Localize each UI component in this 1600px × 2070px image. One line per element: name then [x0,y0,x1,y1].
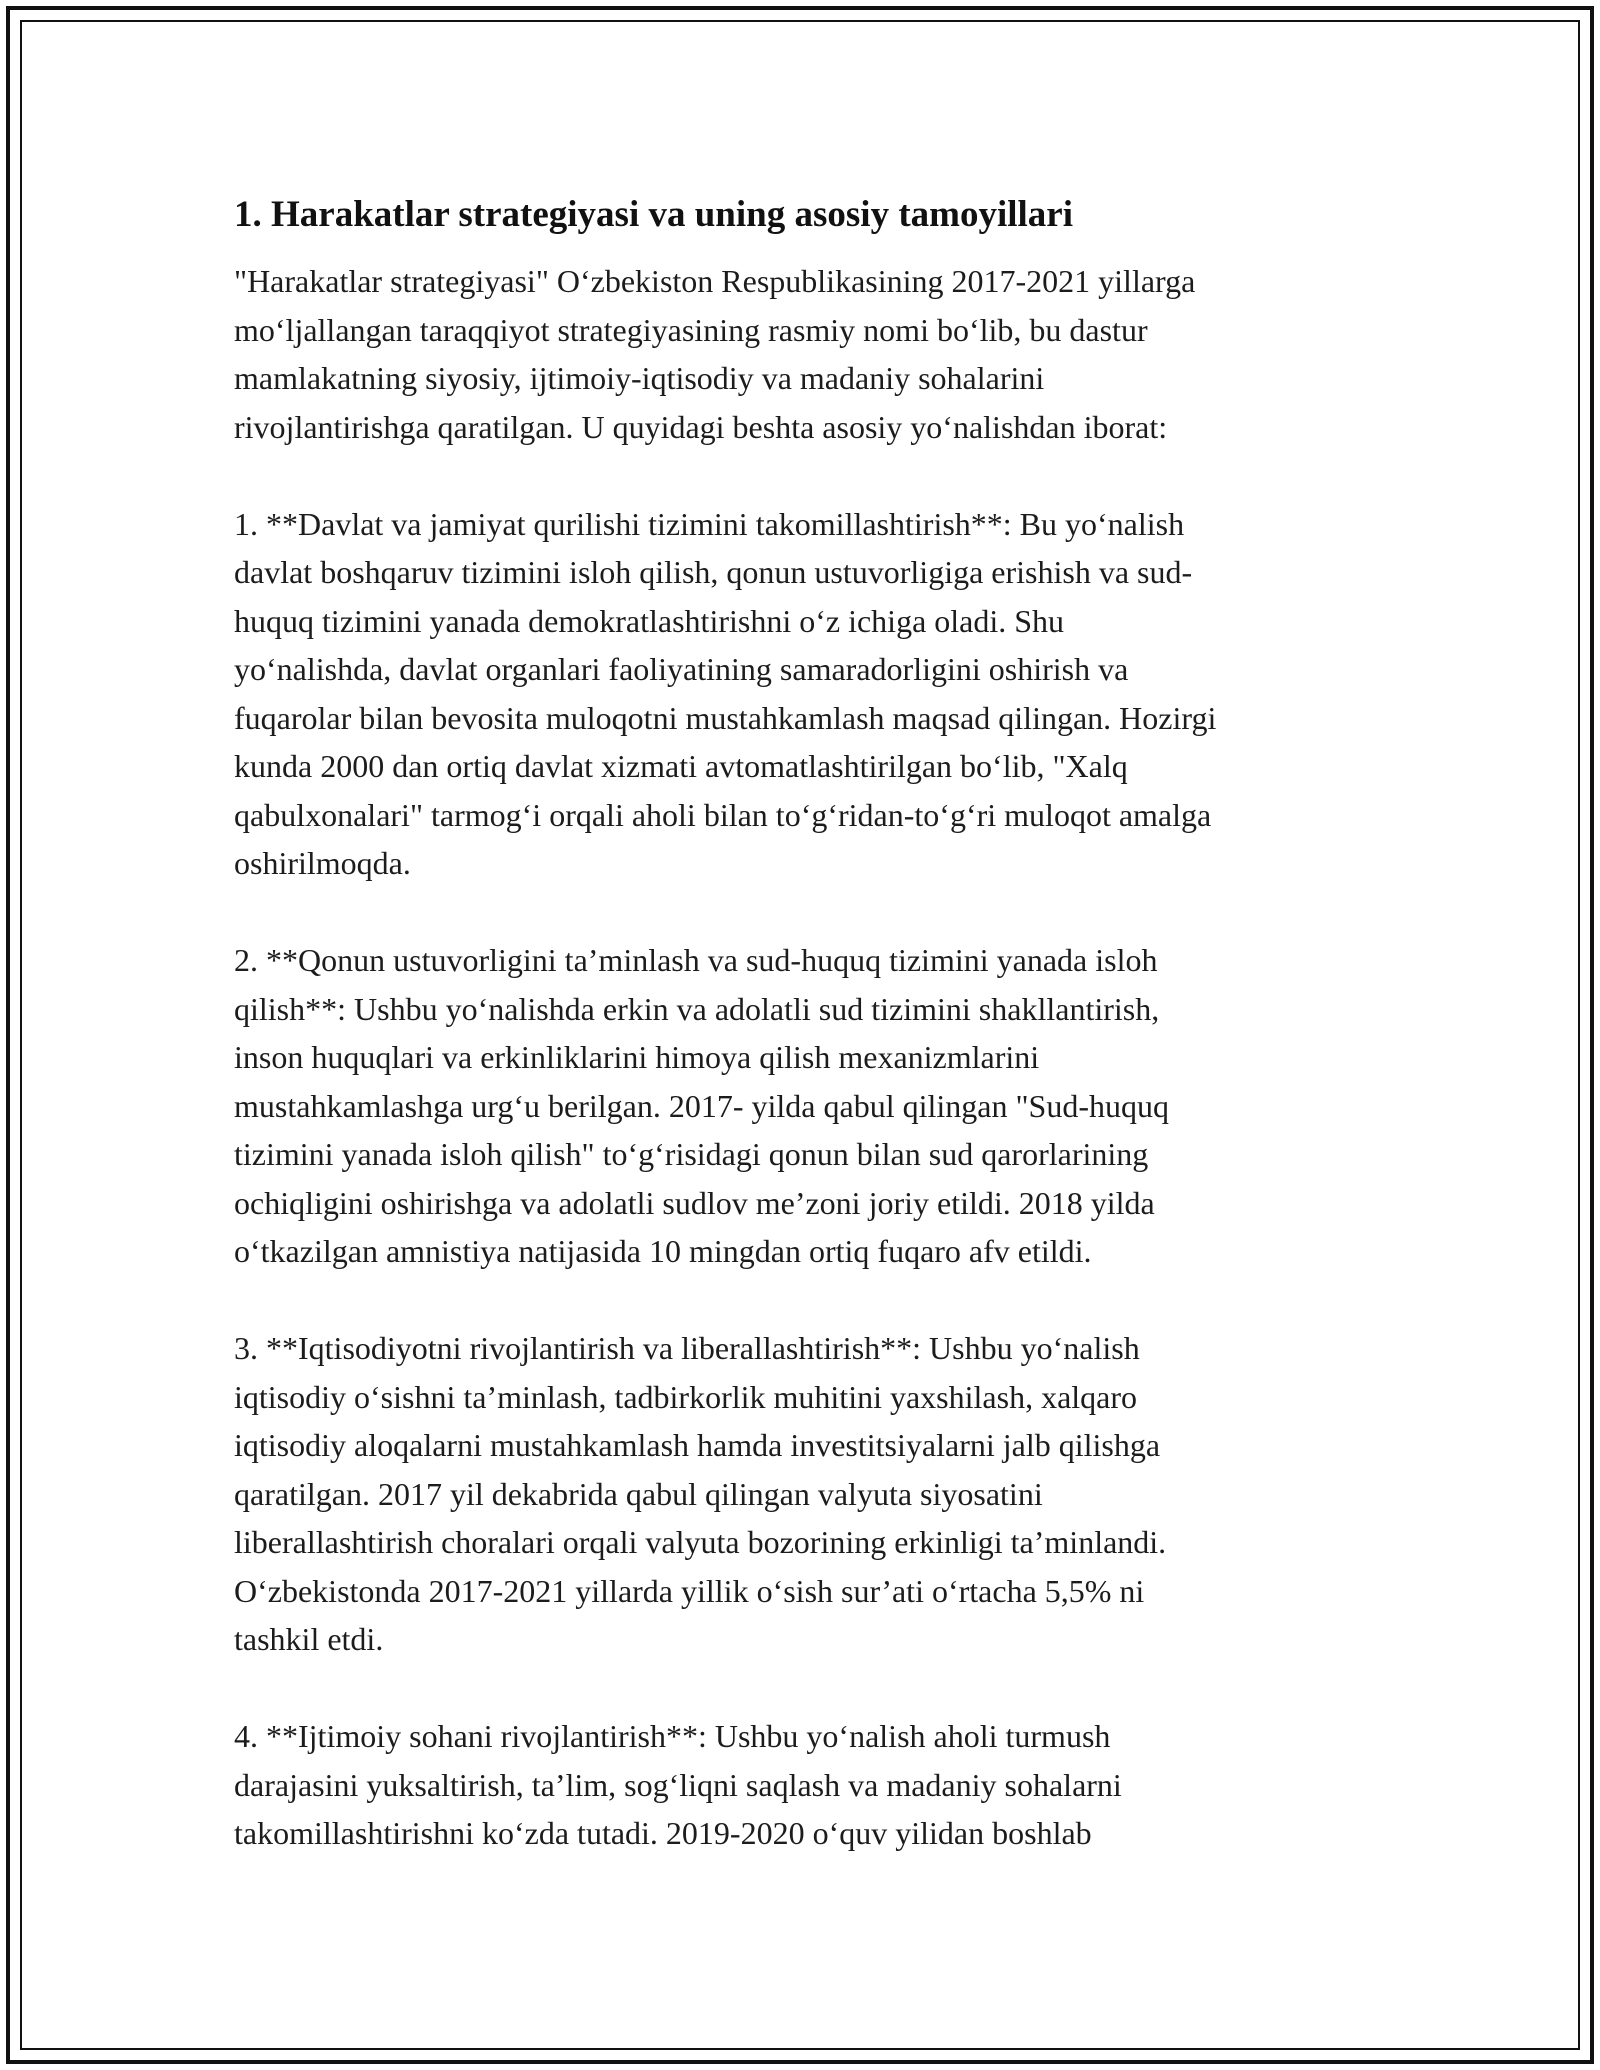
text-line: 4. **Ijtimoiy sohani rivojlantirish**: Ushbu yo‘nalish aholi turmush [234,1718,1111,1754]
text-line: huquq tizimini yanada demokratlashtirishni o‘z ichiga oladi. Shu [234,602,1065,639]
text-line: iqtisodiy o‘sishni ta’minlash, tadbirkorlik muhitini yaxshilash, xalqaro [234,1378,1138,1415]
text-line: qaratilgan. 2017 yil dekabrida qabul qilingan valyuta siyosatini [234,1475,1043,1512]
paragraph-gap [234,1664,1374,1713]
text-line: qabulxonalari" tarmog‘i orqali aholi bilan to‘g‘ridan-to‘g‘ri muloqot amalga [234,796,1212,833]
text-line: kunda 2000 dan ortiq davlat xizmati avtomatlashtirilgan bo‘lib, "Xalq [234,748,1128,784]
text-line: inson huquqlari va erkinliklarini himoya qilish mexanizmlarini [234,1039,1040,1075]
text-line: mustahkamlashga urg‘u berilgan. 2017- yilda qabul qilingan "Sud-huquq [234,1087,1169,1124]
text-line: 3. **Iqtisodiyotni rivojlantirish va liberallashtirish**: Ushbu yo‘nalish [234,1330,1140,1366]
text-line: 1. **Davlat va jamiyat qurilishi tizimini takomillashtirish**: Bu yo‘nalish [234,505,1185,542]
list-item-1 [234,500,1374,888]
text-line: 2. **Qonun ustuvorligini ta’minlash va sud-huquq tizimini yanada isloh [234,942,1158,978]
list-item-2 [234,936,1374,1276]
paragraph-gap [234,888,1374,937]
text-line: fuqarolar bilan bevosita muloqotni mustahkamlash maqsad qilingan. Hozirgi [234,699,1217,736]
text-line: qilish**: Ushbu yo‘nalishda erkin va adolatli sud tizimini shakllantirish, [234,990,1160,1027]
text-line: iqtisodiy aloqalarni mustahkamlash hamda investitsiyalarni jalb qilishga [234,1427,1161,1463]
text-line: oshirilmoqda. [234,845,411,881]
text-line: davlat boshqaruv tizimini isloh qilish, qonun ustuvorligiga erishish va sud- [234,554,1193,590]
text-line: o‘tkazilgan amnistiya natijasida 10 mingdan ortiq fuqaro afv etildi. [234,1233,1092,1269]
list-item-3 [234,1324,1374,1664]
list-item-4 [234,1712,1374,1858]
text-line: liberallashtirish choralari orqali valyuta bozorining erkinligi ta’minlandi. [234,1524,1167,1560]
intro-paragraph [234,257,1374,451]
text-line: darajasini yuksaltirish, ta’lim, sog‘liqni saqlash va madaniy sohalarni [234,1766,1122,1803]
text-line: yo‘nalishda, davlat organlari faoliyatining samaradorligini oshirish va [234,651,1129,687]
document-body [234,186,1374,1858]
text-line: O‘zbekistonda 2017-2021 yillarda yillik o‘sish sur’ati o‘rtacha 5,5% ni [234,1572,1145,1609]
text-line: ochiqligini oshirishga va adolatli sudlov me’zoni joriy etildi. 2018 yilda [234,1184,1155,1221]
text-line: takomillashtirishni ko‘zda tutadi. 2019-2020 o‘quv yilidan boshlab [234,1815,1092,1851]
text-line: tizimini yanada isloh qilish" to‘g‘risidagi qonun bilan sud qarorlarining [234,1136,1149,1172]
text-line: "Harakatlar strategiyasi" O‘zbekiston Respublikasining 2017-2021 yillarga [234,263,1196,299]
text-line: rivojlantirishga qaratilgan. U quyidagi beshta asosiy yo‘nalishdan iborat: [234,408,1168,445]
text-line: mo‘ljallangan taraqqiyot strategiyasining rasmiy nomi bo‘lib, bu dastur [234,311,1148,348]
paragraph-gap [234,451,1374,500]
paragraph-gap [234,1276,1374,1325]
section-heading: 1. Harakatlar strategiyasi va uning asosiy tamoyillari [234,194,1074,235]
text-line: mamlakatning siyosiy, ijtimoiy-iqtisodiy va madaniy sohalarini [234,360,1045,396]
text-line: tashkil etdi. [234,1621,384,1657]
